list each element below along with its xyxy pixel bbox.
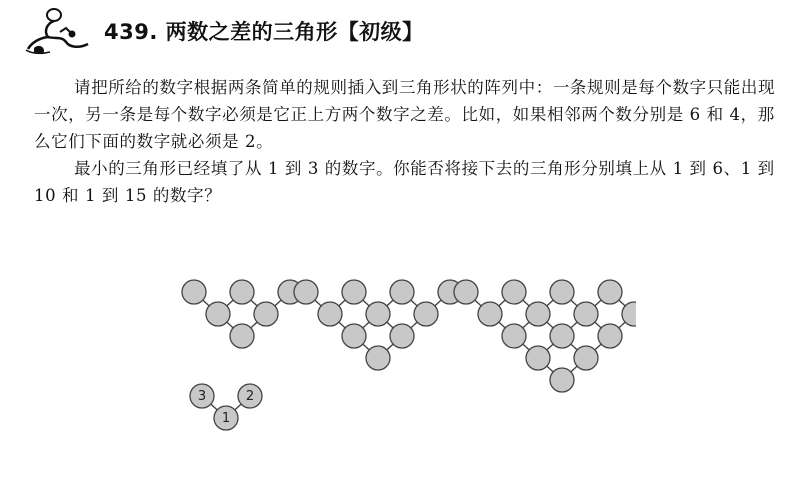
triangle-node [526, 346, 550, 370]
triangle-node [526, 302, 550, 326]
triangle-node [550, 280, 574, 304]
triangle-node [318, 302, 342, 326]
triangles-figure [176, 254, 636, 454]
triangle-node [502, 324, 526, 348]
triangle-node [366, 346, 390, 370]
triangle-node [230, 324, 254, 348]
triangle-node [342, 280, 366, 304]
node-number: 1 [221, 411, 231, 426]
triangle-node [366, 302, 390, 326]
example-triangle [190, 384, 262, 430]
paragraph-1-text: 请把所给的数字根据两条简单的规则插入到三角形状的阵列中：一条规则是每个数字只能出现一次，另一条是每个数字必须是它正上方两个数字之差。比如，如果相邻两个数分别是 6 和 4，那么它们下面的数字就必须是 2。 [34, 78, 776, 151]
description-paragraph-1 [34, 74, 784, 155]
paragraph-2-text: 最小的三角形已经填了从 1 到 3 的数字。你能否将接下去的三角形分别填上从 1 到 6、1 到 10 和 1 到 15 的数字？ [34, 159, 775, 205]
triangle-node [342, 324, 366, 348]
page-title: 439. 两数之差的三角形【初级】 [104, 20, 424, 44]
triangle-node [254, 302, 278, 326]
puzzle-description [34, 74, 784, 209]
triangle-node [182, 280, 206, 304]
triangle-3-rows [182, 280, 302, 348]
triangle-node [502, 280, 526, 304]
node-number: 2 [245, 389, 255, 404]
triangle-node [414, 302, 438, 326]
triangle-node [574, 346, 598, 370]
triangle-node [550, 368, 574, 392]
node-number: 3 [197, 389, 207, 404]
triangle-node [574, 302, 598, 326]
triangle-node [230, 280, 254, 304]
triangle-node [598, 324, 622, 348]
description-paragraph-2 [34, 155, 784, 209]
triangle-node [550, 324, 574, 348]
triangle-node [390, 280, 414, 304]
cartoon-thinking-figure-icon [14, 4, 94, 56]
page-header [14, 4, 574, 56]
triangle-node [206, 302, 230, 326]
triangle-node [454, 280, 478, 304]
triangle-node [294, 280, 318, 304]
triangle-4-rows [294, 280, 462, 370]
triangle-node [390, 324, 414, 348]
triangle-5-rows [454, 280, 636, 392]
triangles-diagram [176, 254, 636, 454]
triangle-node [478, 302, 502, 326]
triangle-node [598, 280, 622, 304]
